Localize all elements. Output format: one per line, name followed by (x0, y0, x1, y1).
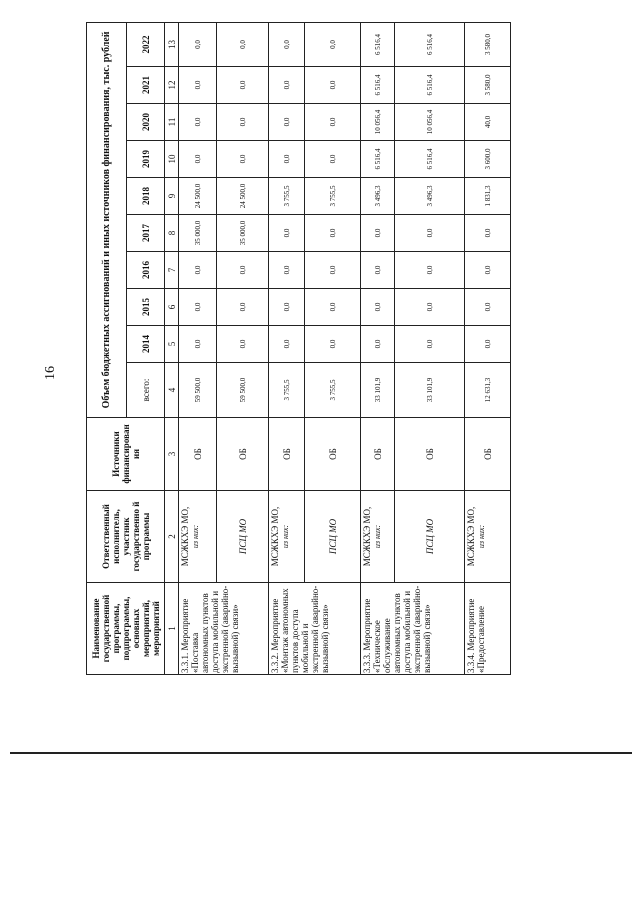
row-value: 0,0 (269, 22, 305, 66)
col-number: 11 (165, 104, 179, 141)
row-name: 3.3.3. Мероприятие «Техническое обслуживание автономных пунктов доступа мобильной и экстренной (аварийно-вызывной) связи» (361, 583, 465, 675)
row-value: 0,0 (179, 104, 217, 141)
row-value: 0,0 (179, 67, 217, 104)
row-responsible: МСЖКХЭ МО, из них: (179, 491, 217, 583)
row-value: 3 496,3 (395, 178, 465, 215)
row-source: ОБ (395, 418, 465, 491)
row-responsible: МСЖКХЭ МО, из них: (465, 491, 511, 583)
row-value: 0,0 (269, 67, 305, 104)
page-number: 16 (43, 366, 58, 380)
table-row (179, 22, 217, 674)
row-value: 3 600,0 (465, 141, 511, 178)
budget-table-rotated (86, 33, 510, 675)
row-value: 0,0 (395, 326, 465, 363)
row-value: 3 755,5 (269, 363, 305, 418)
row-value: 1 831,3 (465, 178, 511, 215)
row-value: 3 580,0 (465, 22, 511, 66)
header-year: 2022 (127, 22, 165, 66)
row-value: 0,0 (179, 141, 217, 178)
col-number: 10 (165, 141, 179, 178)
header-year: 2020 (127, 104, 165, 141)
row-responsible: ПСЦ МО (217, 491, 269, 583)
row-value: 0,0 (305, 252, 361, 289)
row-value: 0,0 (179, 326, 217, 363)
row-value: 0,0 (217, 104, 269, 141)
row-value: 59 500,0 (217, 363, 269, 418)
row-name: 3.3.1. Мероприятие «Поставка автономных пунктов доступа мобильной и экстренной (аварийно-вызывной) связи» (179, 583, 269, 675)
header-year: 2017 (127, 215, 165, 252)
row-value: 6 516,4 (361, 67, 395, 104)
row-value: 10 056,4 (361, 104, 395, 141)
row-value: 0,0 (269, 104, 305, 141)
row-value: 0,0 (269, 215, 305, 252)
row-responsible: ПСЦ МО (395, 491, 465, 583)
row-value: 0,0 (305, 289, 361, 326)
row-value: 0,0 (217, 326, 269, 363)
row-value: 0,0 (361, 326, 395, 363)
header-total: всего: (127, 363, 165, 418)
col-number: 7 (165, 252, 179, 289)
row-value: 10 056,4 (395, 104, 465, 141)
row-value: 0,0 (269, 326, 305, 363)
header-year: 2019 (127, 141, 165, 178)
budget-table (86, 22, 511, 675)
row-value: 40,0 (465, 104, 511, 141)
row-value: 0,0 (179, 22, 217, 66)
row-source: ОБ (179, 418, 217, 491)
row-value: 0,0 (465, 289, 511, 326)
table-row (305, 22, 361, 674)
row-value: 0,0 (395, 252, 465, 289)
row-value: 24 500,0 (217, 178, 269, 215)
row-value: 35 000,0 (217, 215, 269, 252)
row-source: ОБ (465, 418, 511, 491)
col-number: 3 (165, 418, 179, 491)
row-value: 3 496,3 (361, 178, 395, 215)
row-value: 24 500,0 (179, 178, 217, 215)
row-value: 0,0 (217, 289, 269, 326)
row-value: 0,0 (305, 67, 361, 104)
row-value: 0,0 (395, 215, 465, 252)
row-value: 0,0 (361, 215, 395, 252)
header-year: 2014 (127, 326, 165, 363)
horizontal-rule (10, 752, 632, 754)
col-number: 13 (165, 22, 179, 66)
row-value: 6 516,4 (395, 141, 465, 178)
row-source: ОБ (217, 418, 269, 491)
col-number: 6 (165, 289, 179, 326)
row-value: 3 580,0 (465, 67, 511, 104)
header-year: 2016 (127, 252, 165, 289)
row-value: 3 755,5 (269, 178, 305, 215)
row-value: 0,0 (179, 289, 217, 326)
row-value: 0,0 (305, 104, 361, 141)
header-volume: Объем бюджетных ассигнований и иных источников финансирования, тыс. рублей (87, 22, 127, 417)
row-value: 33 101,9 (361, 363, 395, 418)
row-value: 59 500,0 (179, 363, 217, 418)
row-source: ОБ (305, 418, 361, 491)
row-value: 0,0 (217, 67, 269, 104)
header-year: 2018 (127, 178, 165, 215)
row-value: 6 516,4 (361, 141, 395, 178)
row-value: 0,0 (217, 252, 269, 289)
row-value: 0,0 (269, 141, 305, 178)
row-value: 12 631,3 (465, 363, 511, 418)
row-value: 3 755,5 (305, 363, 361, 418)
row-value: 0,0 (269, 289, 305, 326)
row-value: 0,0 (395, 289, 465, 326)
row-responsible: ПСЦ МО (305, 491, 361, 583)
row-source: ОБ (361, 418, 395, 491)
col-number: 5 (165, 326, 179, 363)
table-row (465, 22, 511, 674)
header-name: Наименование государственной программы, подпрограммы, основных мероприятий, мероприятий (87, 583, 165, 675)
table-row (361, 22, 395, 674)
table-row (269, 22, 305, 674)
row-value: 0,0 (217, 141, 269, 178)
row-responsible: МСЖКХЭ МО, из них: (269, 491, 305, 583)
row-name: 3.3.2. Мероприятие «Монтаж автономных пунктов доступа мобильной и экстренной (аварийно-вызывной) связи» (269, 583, 361, 675)
col-number: 9 (165, 178, 179, 215)
row-value: 6 516,4 (361, 22, 395, 66)
header-sources: Источники финансирован ия (87, 418, 165, 491)
header-year: 2021 (127, 67, 165, 104)
row-value: 3 755,5 (305, 178, 361, 215)
table-row (395, 22, 465, 674)
row-value: 0,0 (361, 289, 395, 326)
row-value: 0,0 (269, 252, 305, 289)
row-value: 33 101,9 (395, 363, 465, 418)
row-value: 0,0 (217, 22, 269, 66)
row-value: 0,0 (179, 252, 217, 289)
header-year: 2015 (127, 289, 165, 326)
col-number: 1 (165, 583, 179, 675)
row-value: 0,0 (361, 252, 395, 289)
col-number: 2 (165, 491, 179, 583)
col-number: 4 (165, 363, 179, 418)
row-value: 6 516,4 (395, 22, 465, 66)
col-number: 8 (165, 215, 179, 252)
row-responsible: МСЖКХЭ МО, из них: (361, 491, 395, 583)
row-value: 0,0 (305, 22, 361, 66)
row-value: 0,0 (305, 141, 361, 178)
row-value: 35 000,0 (179, 215, 217, 252)
header-responsible: Ответственный исполнитель, участник государственно й программы (87, 491, 165, 583)
table-row (217, 22, 269, 674)
row-value: 6 516,4 (395, 67, 465, 104)
row-value: 0,0 (305, 326, 361, 363)
row-value: 0,0 (305, 215, 361, 252)
row-value: 0,0 (465, 252, 511, 289)
row-value: 0,0 (465, 215, 511, 252)
row-name: 3.3.4. Мероприятие «Предоставление (465, 583, 511, 675)
col-number: 12 (165, 67, 179, 104)
row-source: ОБ (269, 418, 305, 491)
row-value: 0,0 (465, 326, 511, 363)
